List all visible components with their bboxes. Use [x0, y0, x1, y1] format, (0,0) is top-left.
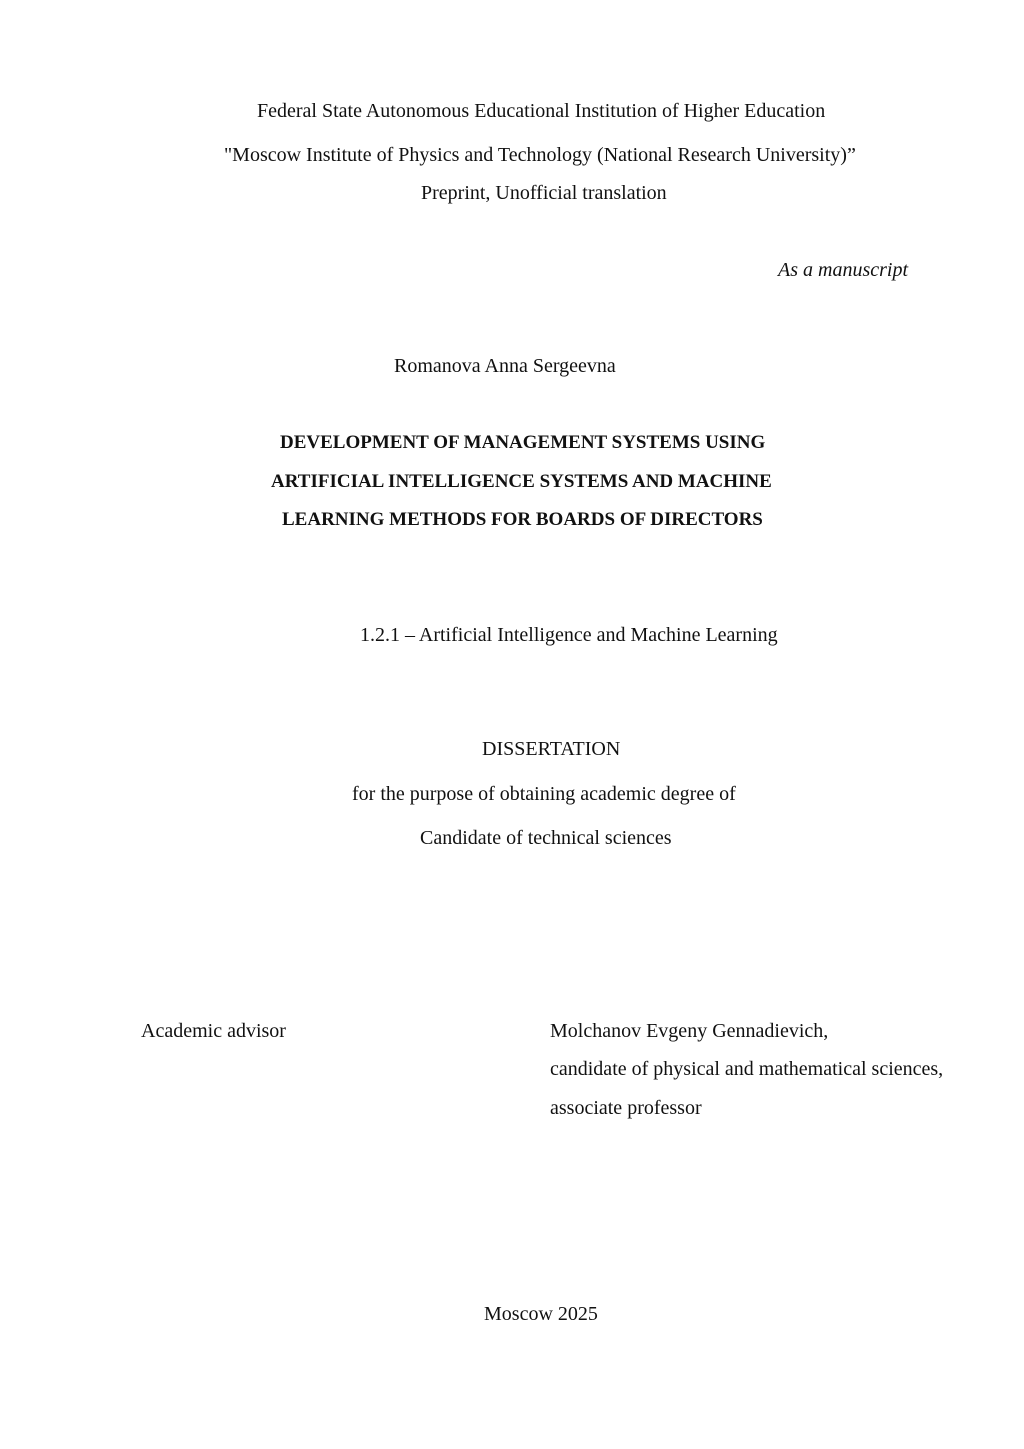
place-year: Moscow 2025: [484, 1303, 598, 1325]
author-name: Romanova Anna Sergeevna: [394, 355, 616, 377]
advisor-label: Academic advisor: [141, 1020, 286, 1042]
degree-purpose: for the purpose of obtaining academic degree of: [352, 783, 736, 805]
institution-line-2: "Moscow Institute of Physics and Technology (National Research University)”: [224, 144, 856, 166]
degree-name: Candidate of technical sciences: [420, 827, 672, 849]
title-line-1: DEVELOPMENT OF MANAGEMENT SYSTEMS USING: [280, 432, 766, 453]
manuscript-note: As a manuscript: [778, 259, 908, 281]
advisor-name: Molchanov Evgeny Gennadievich,: [550, 1020, 829, 1042]
advisor-title: associate professor: [550, 1097, 702, 1119]
institution-line-3: Preprint, Unofficial translation: [421, 182, 667, 204]
advisor-degree: candidate of physical and mathematical sciences,: [550, 1058, 944, 1080]
institution-line-1: Federal State Autonomous Educational Institution of Higher Education: [257, 100, 826, 122]
title-line-2: ARTIFICIAL INTELLIGENCE SYSTEMS AND MACHINE: [271, 471, 772, 492]
specialty-code: 1.2.1 – Artificial Intelligence and Machine Learning: [360, 624, 778, 646]
degree-type: DISSERTATION: [482, 738, 621, 760]
title-line-3: LEARNING METHODS FOR BOARDS OF DIRECTORS: [282, 509, 763, 530]
